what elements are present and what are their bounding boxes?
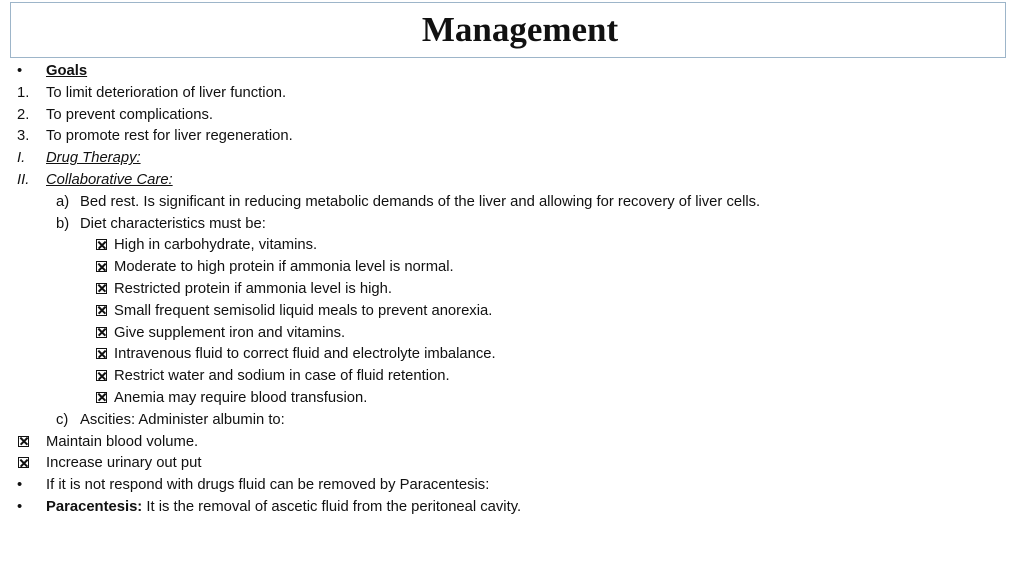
checkbox-x-icon	[96, 370, 107, 381]
paracentesis-definition-line	[46, 497, 521, 519]
diet-characteristic	[0, 388, 1024, 410]
diet-item	[0, 214, 1024, 236]
paracentesis-definition-text: It is the removal of ascetic fluid from the peritoneal cavity.	[146, 498, 522, 515]
bullet: •	[17, 477, 23, 494]
checkbox-x-icon	[96, 283, 107, 294]
drug-therapy-label: Drug Therapy:	[46, 150, 141, 167]
list-number: 2.	[17, 106, 30, 123]
albumin-effect	[0, 453, 1024, 475]
bullet: •	[17, 498, 23, 515]
goals-heading	[0, 61, 1024, 83]
diet-characteristic-text: Intravenous fluid to correct fluid and electrolyte imbalance.	[114, 346, 496, 363]
checkbox-x-icon	[96, 327, 107, 338]
albumin-effect	[0, 432, 1024, 454]
roman-numeral: I.	[17, 150, 26, 167]
diet-characteristic-text: Restrict water and sodium in case of fluid retention.	[114, 368, 450, 385]
sub-letter: b)	[56, 215, 70, 232]
diet-characteristic	[0, 301, 1024, 323]
sub-letter: a)	[56, 193, 70, 210]
slide-content	[0, 61, 1024, 519]
diet-characteristic	[0, 366, 1024, 388]
checkbox-x-icon	[96, 239, 107, 250]
roman-numeral: II.	[17, 171, 30, 188]
albumin-effect-text: Maintain blood volume.	[46, 433, 199, 450]
checkbox-x-icon	[96, 261, 107, 272]
diet-characteristic	[0, 323, 1024, 345]
paracentesis-term: Paracentesis:	[46, 498, 143, 515]
ascites-item	[0, 410, 1024, 432]
diet-characteristic	[0, 235, 1024, 257]
diet-characteristic-text: Give supplement iron and vitamins.	[114, 324, 346, 341]
drug-therapy-heading	[0, 148, 1024, 170]
checkbox-x-icon	[96, 348, 107, 359]
paracentesis-intro	[0, 475, 1024, 497]
collaborative-care-heading	[0, 170, 1024, 192]
goal-text: To limit deterioration of liver function.	[46, 84, 287, 101]
collaborative-care-label: Collaborative Care:	[46, 171, 173, 188]
diet-characteristic-text: Restricted protein if ammonia level is high.	[114, 280, 392, 297]
paracentesis-definition	[0, 497, 1024, 519]
diet-characteristic	[0, 279, 1024, 301]
diet-characteristic-text: Moderate to high protein if ammonia level is normal.	[114, 259, 454, 276]
list-number: 1.	[17, 84, 30, 101]
diet-characteristic-text: Small frequent semisolid liquid meals to prevent anorexia.	[114, 302, 493, 319]
bed-rest-item	[0, 192, 1024, 214]
slide-title: Management	[421, 10, 619, 49]
diet-characteristic	[0, 344, 1024, 366]
list-number: 3.	[17, 128, 30, 145]
goal-item	[0, 126, 1024, 148]
sub-letter: c)	[56, 411, 69, 428]
diet-characteristic	[0, 257, 1024, 279]
goal-item	[0, 83, 1024, 105]
ascites-text: Ascities: Administer albumin to:	[80, 411, 285, 428]
bed-rest-text: Bed rest. Is significant in reducing metabolic demands of the liver and allowing for recovery of liver cells.	[80, 193, 761, 210]
goals-label: Goals	[46, 63, 88, 79]
bullet: •	[17, 63, 23, 79]
checkbox-x-icon	[18, 457, 29, 468]
checkbox-x-icon	[18, 436, 29, 447]
title-box	[10, 2, 1006, 58]
checkbox-x-icon	[96, 392, 107, 403]
checkbox-x-icon	[96, 305, 107, 316]
diet-characteristic-text: High in carbohydrate, vitamins.	[114, 237, 318, 254]
goal-item	[0, 105, 1024, 127]
albumin-effect-text: Increase urinary out put	[46, 455, 202, 472]
diet-text: Diet characteristics must be:	[80, 215, 266, 232]
goal-text: To prevent complications.	[46, 106, 213, 123]
paracentesis-intro-text: If it is not respond with drugs fluid can be removed by Paracentesis:	[46, 477, 490, 494]
goal-text: To promote rest for liver regeneration.	[46, 128, 293, 145]
diet-characteristic-text: Anemia may require blood transfusion.	[114, 389, 368, 406]
